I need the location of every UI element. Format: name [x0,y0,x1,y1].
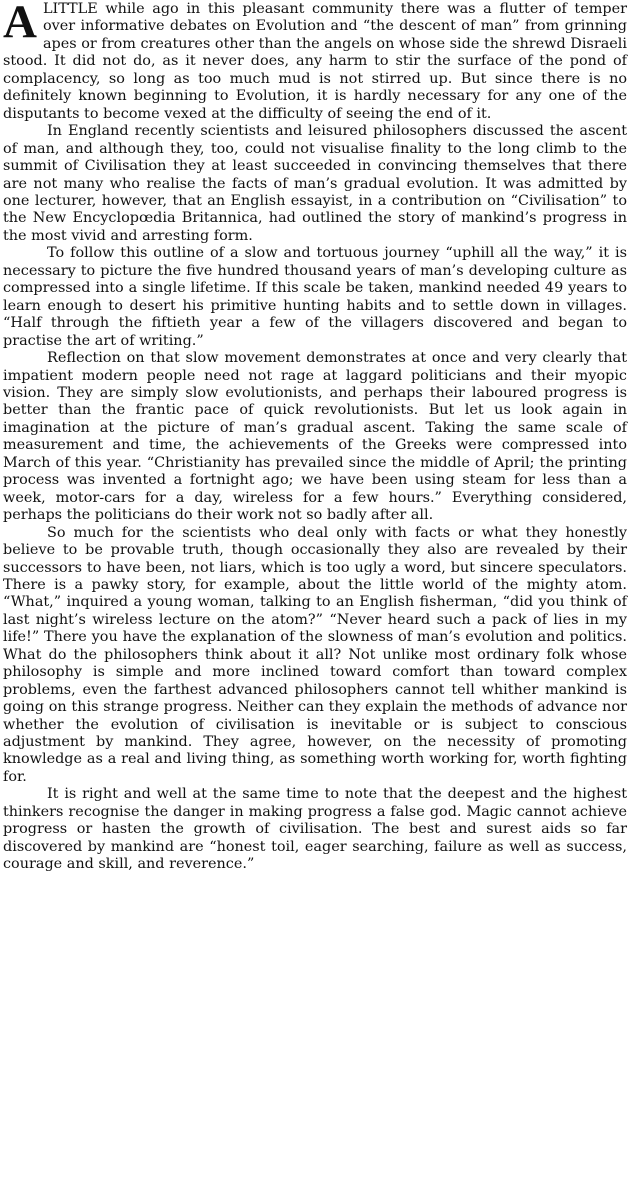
paragraph-2: In England recently scientists and leisured philosophers discussed the ascent of man, and although they, too, could not visualise finality to the long climb to the summit of Civilisation they at least succeeded in convincing themselves that there are not many who realise the facts of man’s gradual evolution. It was admitted by one lecturer, however, that an English essayist, in a contribution on “Civilisation” to the New Encyclopœdia Britannica, had outlined the story of mankind’s progress in the most vivid and arresting form. [3,123,627,244]
paragraph-4: Reflection on that slow movement demonstrates at once and very clearly that impatient modern people need not rage at laggard politicians and their myopic vision. They are simply slow evolutionists, and perhaps their laboured progress is better than the frantic pace of quick revolutionists. But let us look again in imagination at the picture of man’s gradual ascent. Taking the same scale of measurement and time, the achievements of the Greeks were compressed into March of this year. “Christianity has prevailed since the middle of April; the printing process was invented a fortnight ago; we have been using steam for less than a week, motor-cars for a day, wireless for a few hours.” Everything considered, perhaps the politicians do their work not so badly after all. [3,350,627,524]
paragraph-3: To follow this outline of a slow and tortuous journey “uphill all the way,” it is necessary to picture the five hundred thousand years of man’s developing culture as compressed into a single lifetime. If this scale be taken, mankind needed 49 years to learn enough to desert his primitive hunting habits and to settle down in villages. “Half through the fiftieth year a few of the villagers discovered and began to practise the art of writing.” [3,245,627,349]
paragraph-1 [3,1,627,123]
drop-cap: A [3,0,37,48]
article-body [3,1,627,874]
paragraph-1-text: LITTLE while ago in this pleasant community there was a flutter of temper over informative debates on Evolution and “the descent of man” from grinning apes or from creatures other than the angels on whose side the shrewd Disraeli stood. It did not do, as it never does, any harm to stir the surface of the pond of complacency, so long as too much mud is not stirred up. But since there is no definitely known beginning to Evolution, it is hardly necessary for any one of the disputants to become vexed at the difficulty of seeing the end of it. [3,1,627,122]
paragraph-5: So much for the scientists who deal only with facts or what they honestly believe to be provable truth, though occasionally they also are revealed by their successors to have been, not liars, which is too ugly a word, but sincere speculators. There is a pawky story, for example, about the little world of the mighty atom. “What,” inquired a young woman, talking to an English fisherman, “did you think of last night’s wireless lecture on the atom?” “Never heard such a pack of lies in my life!” There you have the explanation of the slowness of man’s evolution and politics. What do the philosophers think about it all? Not unlike most ordinary folk whose philosophy is simple and more inclined toward comfort than toward complex problems, even the farthest advanced philosophers cannot tell whither mankind is going on this strange progress. Neither can they explain the methods of advance nor whether the evolution of civilisation is inevitable or is subject to conscious adjustment by mankind. They agree, however, on the necessity of promoting knowledge as a real and living thing, as something worth working for, worth fighting for. [3,524,627,785]
paragraph-6: It is right and well at the same time to note that the deepest and the highest thinkers recognise the danger in making progress a false god. Magic cannot achieve progress or hasten the growth of civilisation. The best and surest aids so far discovered by mankind are “honest toil, eager searching, failure as well as success, courage and skill, and reverence.” [3,786,627,873]
